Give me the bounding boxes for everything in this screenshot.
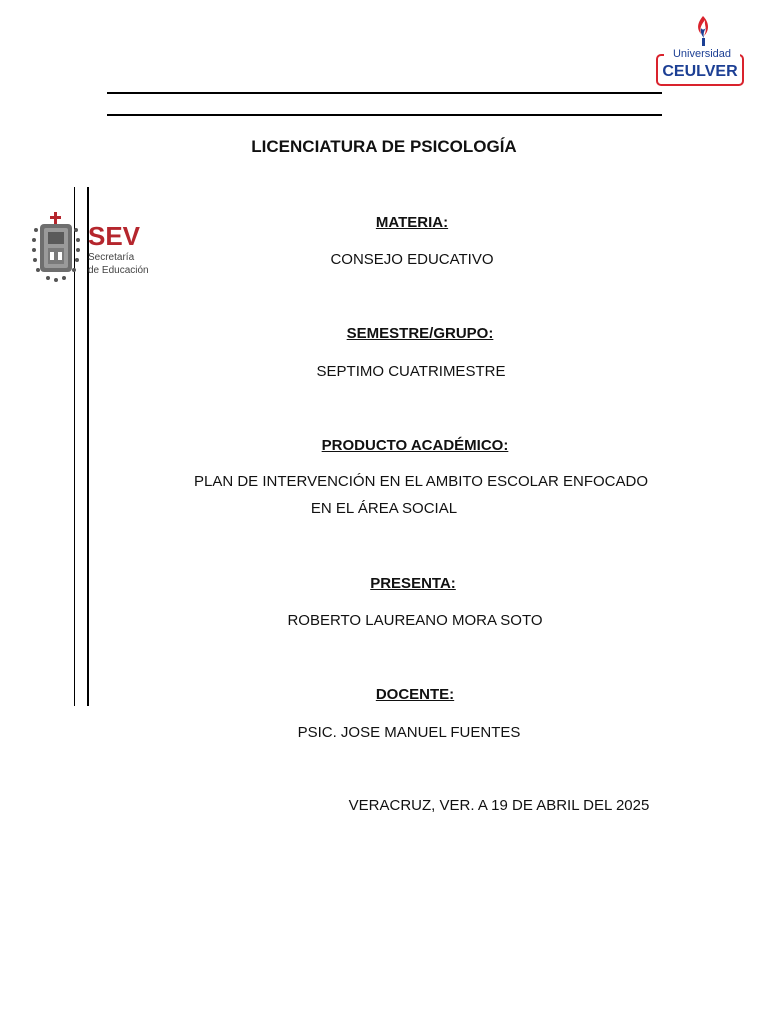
producto-line-2: EN EL ÁREA SOCIAL xyxy=(310,500,458,517)
sev-logo xyxy=(30,210,155,286)
producto-heading: PRODUCTO ACADÉMICO: xyxy=(321,437,509,454)
materia-value: CONSEJO EDUCATIVO xyxy=(330,251,494,268)
semestre-heading: SEMESTRE/GRUPO: xyxy=(346,325,494,342)
torch-flame-icon xyxy=(692,14,714,48)
header-rule-top xyxy=(107,92,662,94)
producto-line-1: PLAN DE INTERVENCIÓN EN EL AMBITO ESCOLAR ENFOCADO xyxy=(194,473,648,490)
semestre-value: SEPTIMO CUATRIMESTRE xyxy=(316,363,506,380)
sev-acronym: SEV xyxy=(88,221,141,251)
ceulver-logo xyxy=(654,14,750,92)
ceulver-university-label: Universidad xyxy=(664,47,740,61)
sev-line-2: de Educación xyxy=(88,265,149,276)
ceulver-name: CEULVER xyxy=(662,63,738,80)
sev-line-1: Secretaría xyxy=(88,252,135,263)
place-date: VERACRUZ, VER. A 19 DE ABRIL DEL 2025 xyxy=(348,797,650,814)
presenta-heading: PRESENTA: xyxy=(370,575,456,592)
coat-of-arms-icon xyxy=(30,210,82,286)
page-title: LICENCIATURA DE PSICOLOGÍA xyxy=(251,137,517,156)
header-rule-bottom xyxy=(107,114,662,116)
docente-heading: DOCENTE: xyxy=(375,686,455,703)
presenta-value: ROBERTO LAUREANO MORA SOTO xyxy=(287,612,543,629)
docente-value: PSIC. JOSE MANUEL FUENTES xyxy=(297,724,521,741)
materia-heading: MATERIA: xyxy=(375,214,449,231)
